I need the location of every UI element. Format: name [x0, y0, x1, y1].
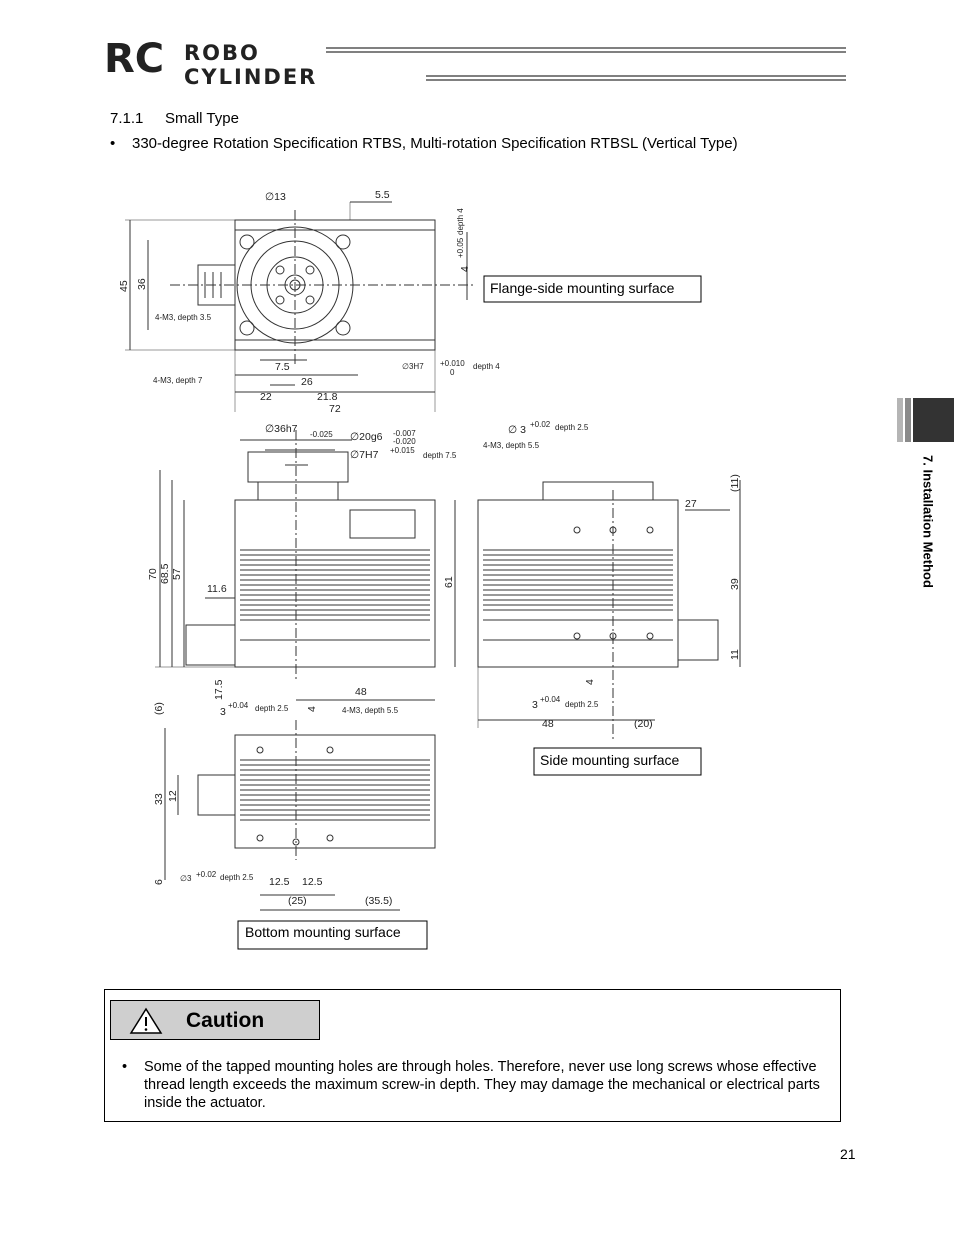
robo-cylinder-logo [104, 38, 854, 90]
dim-side-tol3b: +0.04 [540, 695, 561, 704]
top-view-dimensions [118, 189, 500, 415]
section-number: 7.1.1 [110, 110, 144, 127]
dim-side-m3-55: 4-M3, depth 5.5 [483, 441, 540, 450]
dim-side-depth25b: depth 2.5 [565, 700, 599, 709]
dim-d3h7: ∅3H7 [402, 362, 424, 371]
dim-tol-36h7: -0.025 [310, 430, 333, 439]
dim-side-48: 48 [542, 718, 554, 730]
dim-68-5: 68.5 [159, 563, 171, 584]
bottom-label-box [238, 921, 427, 949]
dim-bottom-m3-55: 4-M3, depth 5.5 [342, 706, 399, 715]
dim-57: 57 [171, 568, 183, 580]
dim-61: 61 [443, 576, 455, 588]
dim-side-tol3: +0.02 [530, 420, 551, 429]
dim-bottom-tol3c: +0.02 [196, 870, 217, 879]
logo-word-cylinder: CYLINDER [184, 65, 318, 89]
dim-depth-7-5: depth 7.5 [423, 451, 457, 460]
dim-tol-20g6-b: -0.020 [393, 437, 416, 446]
dim-17-5: 17.5 [213, 679, 225, 700]
caution-bullet-marker: • [122, 1059, 128, 1075]
bottom-view-dimensions [153, 686, 399, 907]
dim-zero: 0 [450, 368, 455, 377]
logo-letters: RC [104, 38, 165, 82]
warning-icon [129, 1007, 163, 1035]
dim-tol-20g6-a: -0.007 [393, 429, 416, 438]
dim-d36h7: ∅36h7 [265, 423, 298, 435]
caution-text-block [122, 1058, 834, 1112]
dim-11-paren: (11) [729, 474, 741, 492]
front-view-body [235, 500, 435, 667]
dim-side-4: 4 [584, 679, 596, 685]
dim-5-5: 5.5 [375, 189, 390, 201]
dim-11-6: 11.6 [207, 583, 227, 595]
dim-bottom-3: 3 [220, 706, 226, 718]
dim-26: 26 [301, 376, 313, 388]
dim-d7h7: ∅7H7 [350, 449, 379, 461]
dim-25: (25) [288, 895, 307, 907]
dim-tol-3h7: +0.010 [440, 359, 465, 368]
dimension-drawing [110, 180, 850, 960]
caution-header [110, 1000, 320, 1040]
dim-70: 70 [147, 568, 159, 580]
dim-12-5-b: 12.5 [302, 876, 323, 888]
dim-bottom-depth25: depth 2.5 [255, 704, 289, 713]
dim-35-5: (35.5) [365, 895, 393, 907]
dim-side-d3: ∅ 3 [508, 424, 526, 436]
dim-tol-top: +0.05 [456, 237, 465, 258]
dim-21-8: 21.8 [317, 391, 338, 403]
dim-four-top: 4 [459, 266, 471, 272]
dim-bottom-4: 4 [306, 706, 318, 712]
dim-6-paren: (6) [153, 702, 165, 715]
side-view-body [478, 500, 678, 667]
dim-45: 45 [118, 280, 130, 292]
flange-label: Flange-side mounting surface [490, 280, 675, 296]
dim-72: 72 [329, 403, 341, 415]
bottom-view-body [235, 735, 435, 848]
chapter-label-text: 7. Installation Method [920, 455, 936, 588]
dim-12-5-a: 12.5 [269, 876, 290, 888]
dim-36: 36 [136, 278, 148, 290]
section-heading [110, 110, 239, 127]
caution-title: Caution [186, 1009, 265, 1032]
spec-bullet-text: 330-degree Rotation Specification RTBS, Multi-rotation Specification RTBSL (Vertical Type) [132, 135, 738, 152]
dim-22: 22 [260, 391, 272, 403]
dim-12: 12 [167, 790, 179, 802]
dim-bottom-depth25c: depth 2.5 [220, 873, 254, 882]
page-number: 21 [840, 1146, 856, 1162]
dim-side-20: (20) [634, 718, 653, 730]
dim-tol-7h7: +0.015 [390, 446, 415, 455]
dim-m3-7: 4-M3, depth 7 [153, 376, 203, 385]
side-label: Side mounting surface [540, 752, 680, 768]
caution-text: Some of the tapped mounting holes are through holes. Therefore, never use long screws whose effective thread length exceeds the maximum screw-in depth. They may damage the mechanical or electrical parts inside the actuator. [144, 1059, 820, 1111]
dim-d20g6: ∅20g6 [350, 431, 383, 443]
logo-word-robo: ROBO [184, 41, 260, 65]
dim-depth4: depth 4 [473, 362, 500, 371]
dim-7-5: 7.5 [275, 361, 290, 373]
dim-depth4-top: depth 4 [456, 208, 465, 235]
dim-bottom-tol3: +0.04 [228, 701, 249, 710]
dim-bottom-d3: ∅3 [180, 874, 192, 883]
front-view [155, 430, 455, 680]
dim-33: 33 [153, 793, 165, 805]
side-view [478, 480, 740, 740]
dim-27: 27 [685, 498, 697, 510]
bottom-label: Bottom mounting surface [245, 924, 401, 940]
chapter-label [908, 455, 948, 625]
dim-6: 6 [153, 879, 165, 885]
dim-m3-3-5: 4-M3, depth 3.5 [155, 313, 212, 322]
bullet-marker: • [110, 135, 116, 152]
dim-d13: ∅13 [265, 191, 286, 203]
chapter-tab [897, 398, 954, 442]
dim-11: 11 [729, 649, 741, 660]
dim-side-3: 3 [532, 699, 538, 711]
section-title: Small Type [165, 110, 239, 127]
side-label-box [534, 748, 701, 775]
rc-monogram [104, 38, 164, 82]
dim-39: 39 [729, 578, 741, 590]
dim-bottom-48: 48 [355, 686, 367, 698]
flange-label-box [484, 276, 701, 302]
spec-bullet [110, 135, 738, 152]
dim-side-depth25: depth 2.5 [555, 423, 589, 432]
